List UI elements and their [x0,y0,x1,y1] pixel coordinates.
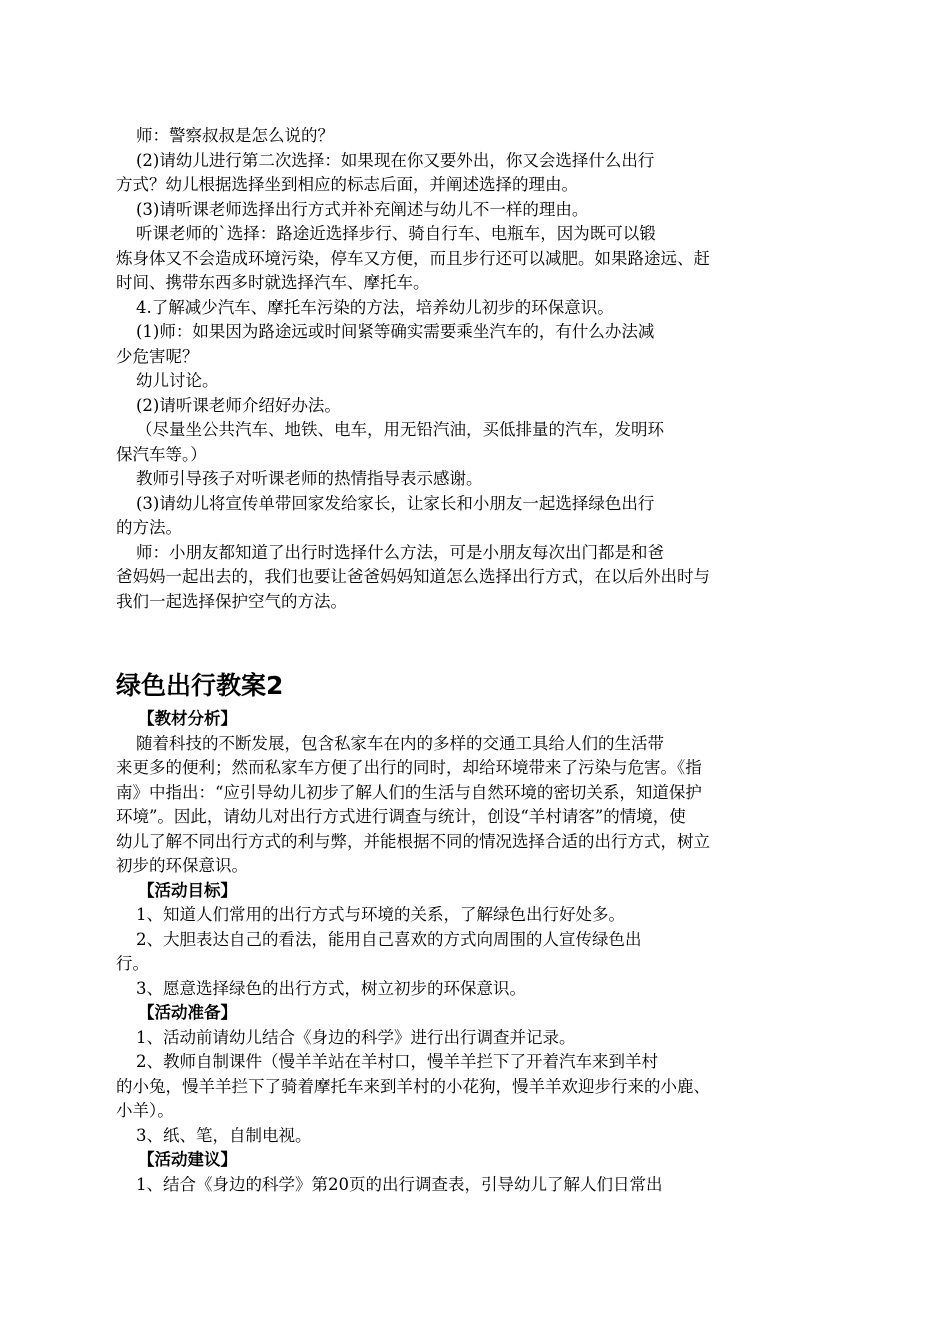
list-item: 行。 [116,954,149,973]
heading-activity-preparation: 【活动准备】 [138,1003,237,1022]
paragraph-line: 师：警察叔叔是怎么说的？ [136,126,334,145]
list-item: 小羊）。 [116,1101,174,1120]
paragraph-line: (2)请幼儿进行第二次选择：如果现在你又要外出，你又会选择什么出行 [136,150,655,170]
paragraph-line: 我们一起选择保护空气的方法。 [116,591,347,611]
paragraph-line: 时间、携带东西多时就选择汽车、摩托车。 [116,273,430,292]
paragraph-line: 爸妈妈一起出去的，我们也要让爸爸妈妈知道怎么选择出行方式，在以后外出时与 [116,567,710,586]
paragraph-line: 幼儿讨论。 [136,371,219,390]
paragraph-line: 听课老师的`选择：路途近选择步行、骑自行车、电瓶车，因为既可以锻 [136,224,656,243]
paragraph-line: 来更多的便利；然而私家车方便了出行的同时，却给环境带来了污染与危害。《指 [116,758,702,777]
paragraph-line: 4.了解减少汽车、摩托车污染的方法，培养幼儿初步的环保意识。 [136,297,614,317]
paragraph-line: 炼身体又不会造成环境污染，停车又方便，而且步行还可以减肥。如果路途远、赶 [116,248,710,268]
heading-activity-goals: 【活动目标】 [138,880,237,900]
paragraph-line: (2)请听课老师介绍好办法。 [136,395,341,415]
list-item: 3、纸、笔，自制电视。 [136,1125,312,1145]
document-content [116,124,816,1197]
paragraph-line: (1)师：如果因为路途远或时间紧等确实需要乘坐汽车的，有什么办法减 [136,322,655,341]
heading-activity-suggestions: 【活动建议】 [138,1150,237,1169]
list-item: 的小兔，慢羊羊拦下了骑着摩托车来到羊村的小花狗，慢羊羊欢迎步行来的小鹿、 [116,1076,710,1096]
list-item: 1、知道人们常用的出行方式与环境的关系，了解绿色出行好处多。 [136,905,625,924]
paragraph-line: 随着科技的不断发展，包含私家车在内的多样的交通工具给人们的生活带 [136,733,664,753]
paragraph-line: 保汽车等。） [116,444,207,464]
list-item: 3、愿意选择绿色的出行方式，树立初步的环保意识。 [136,978,526,998]
paragraph-line: 环境”。因此，请幼儿对出行方式进行调查与统计，创设“羊村请客”的情境，使 [116,807,686,826]
paragraph-line: 少危害呢？ [116,346,199,366]
section-title: 绿色出行教案2 [116,671,284,700]
heading-material-analysis: 【教材分析】 [138,709,237,728]
paragraph-line: 方式？幼儿根据选择坐到相应的标志后面，并阐述选择的理由。 [116,175,578,194]
list-item: 1、结合《身边的科学》第20页的出行调查表，引导幼儿了解人们日常出 [136,1174,663,1194]
list-item: 2、教师自制课件（慢羊羊站在羊村口，慢羊羊拦下了开着汽车来到羊村 [136,1052,658,1071]
paragraph-line: 师：小朋友都知道了出行时选择什么方法，可是小朋友每次出门都是和爸 [136,542,664,562]
paragraph-line: 教师引导孩子对听课老师的热情指导表示感谢。 [136,469,483,488]
paragraph-line: 南》中指出：“应引导幼儿初步了解人们的生活与自然环境的密切关系，知道保护 [116,782,702,802]
paragraph-line: 的方法。 [116,518,182,537]
list-item: 2、大胆表达自己的看法，能用自己喜欢的方式向周围的人宣传绿色出 [136,929,642,949]
paragraph-line: 幼儿了解不同出行方式的利与弊，并能根据不同的情况选择合适的出行方式，树立 [116,831,710,851]
paragraph-line: (3)请幼儿将宣传单带回家发给家长，让家长和小朋友一起选择绿色出行 [136,493,655,513]
paragraph-line: (3)请听课老师选择出行方式并补充阐述与幼儿不一样的理由。 [136,199,589,219]
paragraph-line: （尽量坐公共汽车、地铁、电车，用无铅汽油，买低排量的汽车，发明环 [136,420,664,439]
paragraph-line: 初步的环保意识。 [116,856,248,875]
list-item: 1、活动前请幼儿结合《身边的科学》进行出行调查并记录。 [136,1027,576,1047]
